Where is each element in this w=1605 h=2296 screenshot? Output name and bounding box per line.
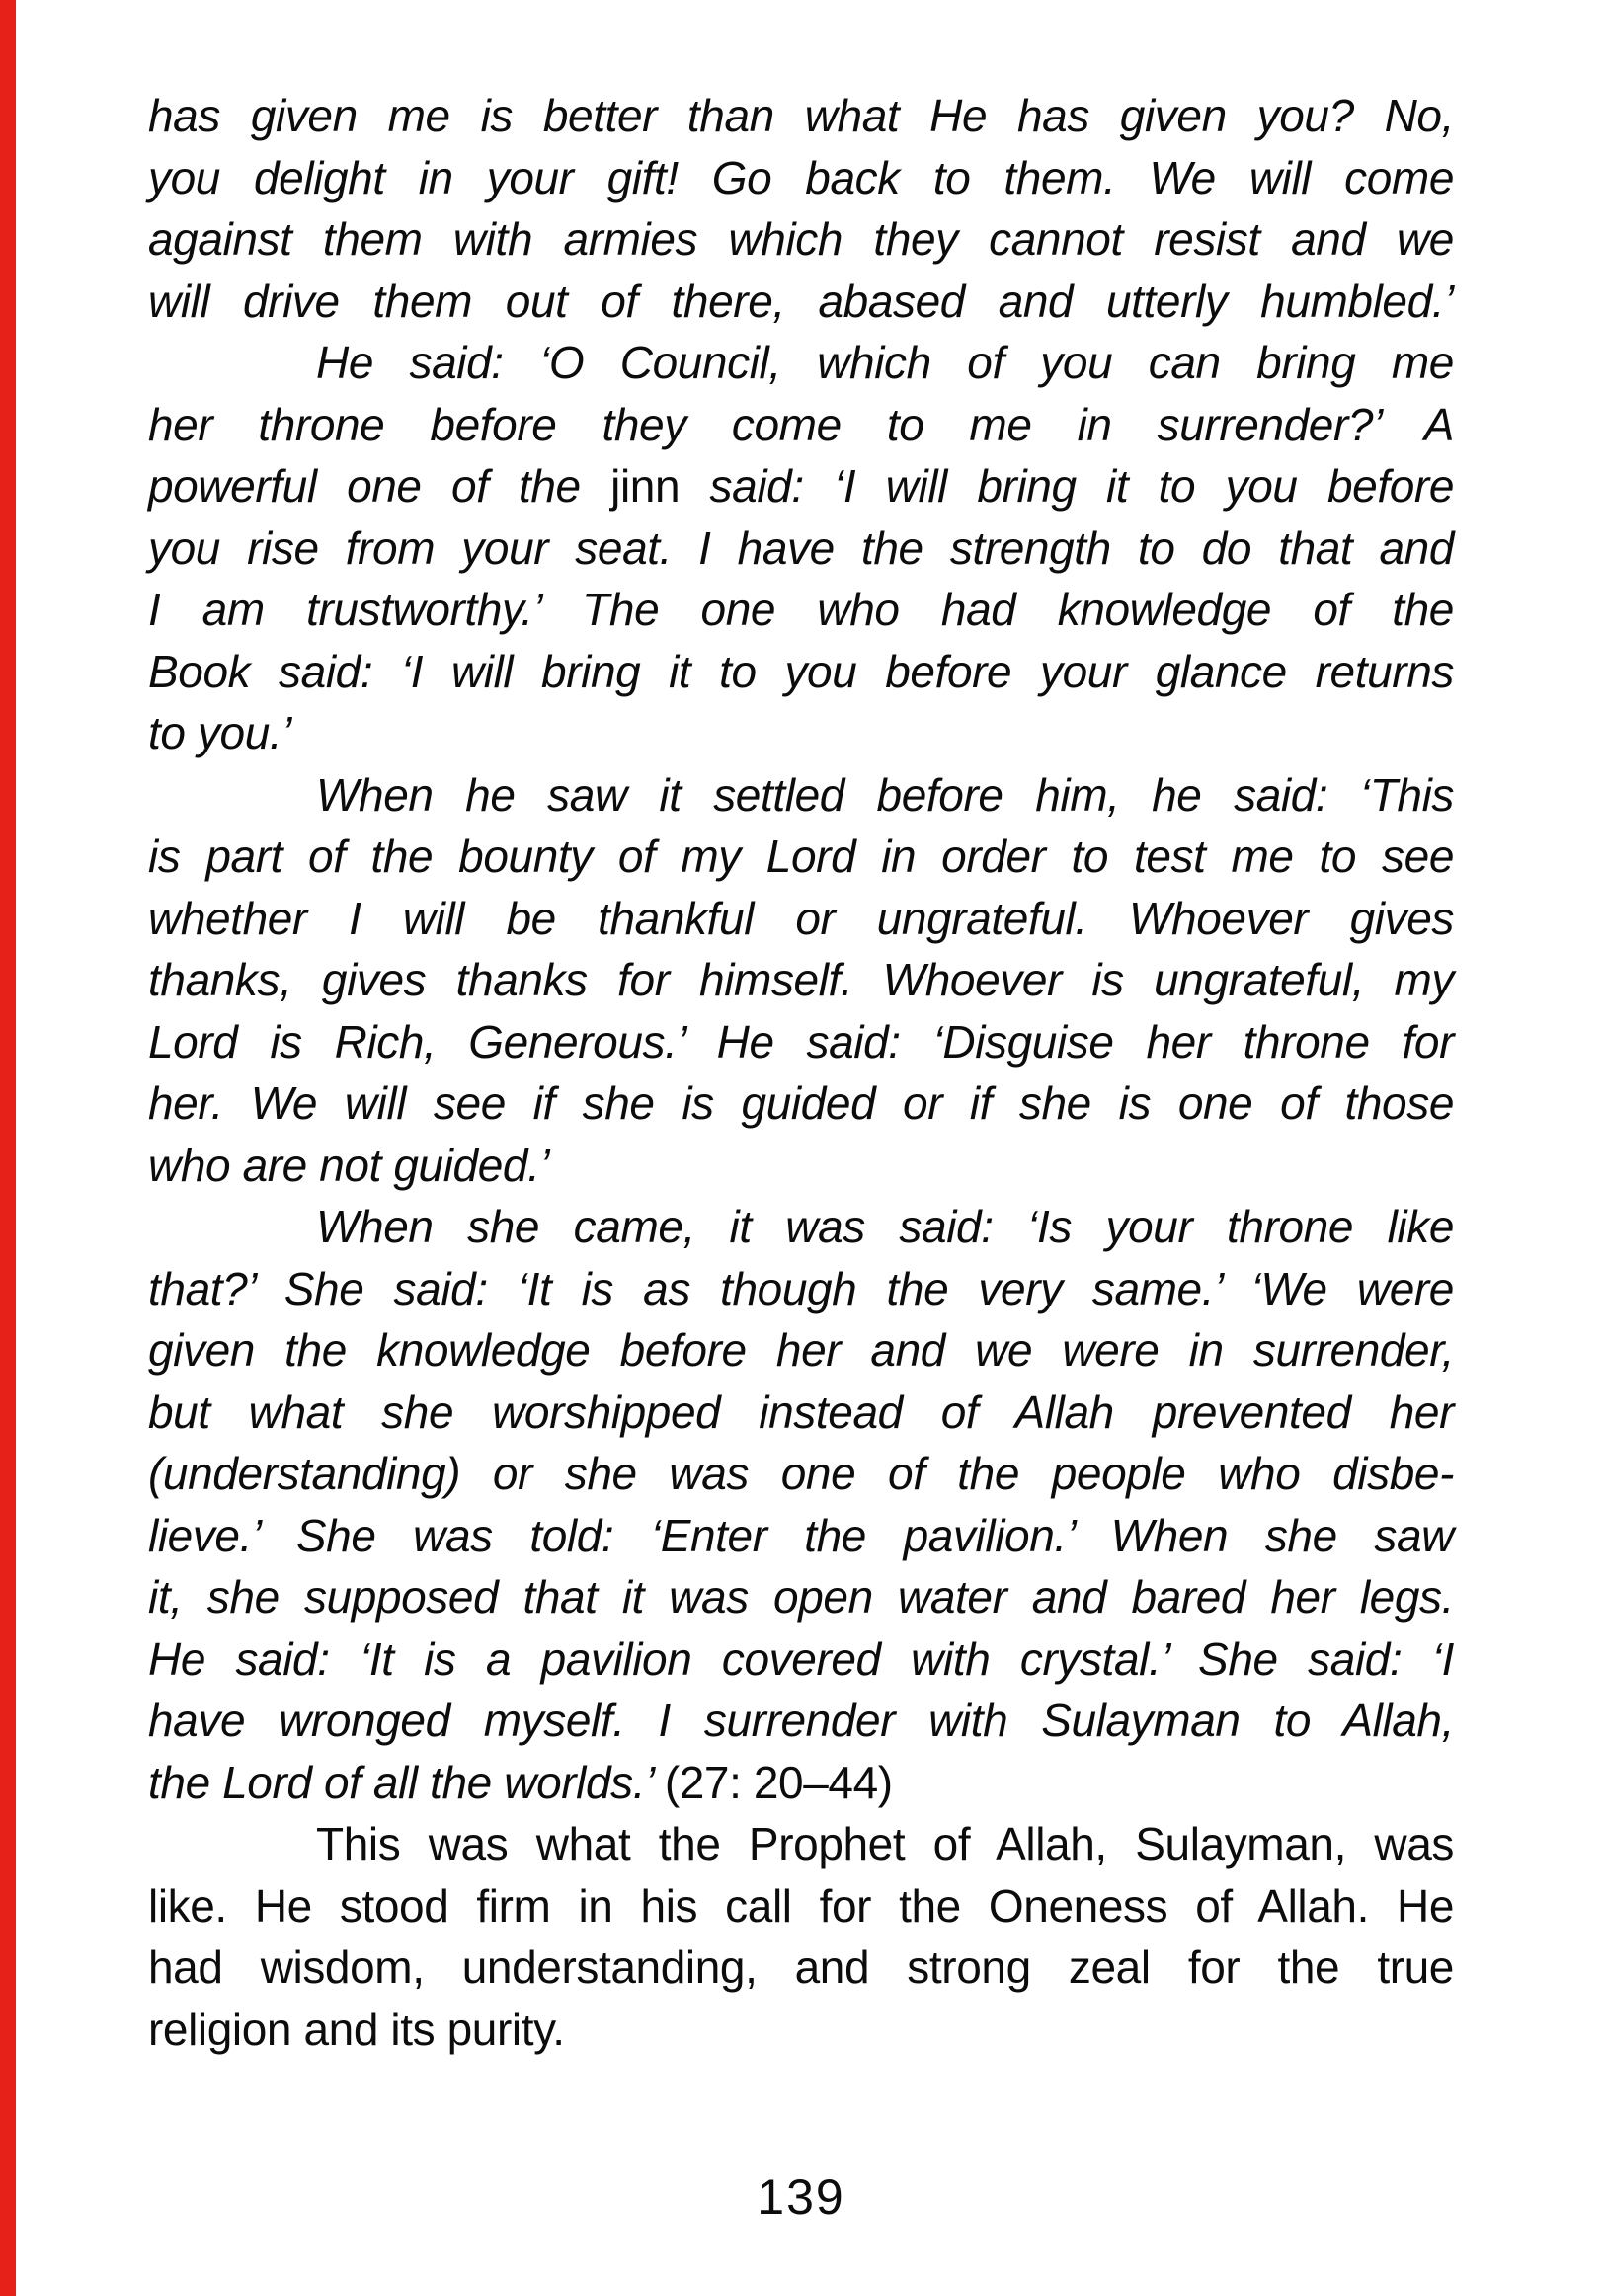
italic-segment: said: ‘I will bring it to you before — [680, 460, 1454, 512]
roman-segment: jinn — [610, 460, 681, 512]
paragraph — [148, 85, 1454, 332]
paragraph — [148, 1813, 1454, 2060]
paragraph — [148, 764, 1454, 1197]
text-line — [148, 455, 1454, 517]
text-line: will drive them out of there, abased and utterly humbled.’ — [148, 275, 1454, 327]
text-line: have wronged myself. I surrender with Sulayman to Allah, — [148, 1695, 1454, 1746]
text-line: Lord is Rich, Generous.’ He said: ‘Disguise her throne for — [148, 1015, 1454, 1068]
text-line: whether I will be thankful or ungrateful. Whoever gives — [148, 892, 1454, 944]
text-line: religion and its purity. — [148, 2003, 565, 2055]
text-line: who are not guided.’ — [148, 1139, 550, 1191]
text-line: that?’ She said: ‘It is as though the very same.’ ‘We were — [148, 1262, 1454, 1314]
text-line: thanks, gives thanks for himself. Whoever is ungrateful, my — [148, 954, 1454, 1005]
italic-segment: powerful one of the — [148, 460, 611, 512]
paragraph — [148, 1196, 1454, 1813]
italic-segment: the Lord of all the worlds.’ — [148, 1756, 665, 1808]
text-line: you rise from your seat. I have the strength to do that and — [148, 521, 1454, 574]
text-line: Book said: ‘I will bring it to you before your glance returns — [148, 645, 1454, 697]
text-line: her throne before they come to me in surrender?’ A — [148, 398, 1454, 450]
text-line: has given me is better than what He has given you? No, — [148, 90, 1454, 141]
text-line: lieve.’ She was told: ‘Enter the pavilion.’ When she saw — [148, 1509, 1454, 1561]
text-line: had wisdom, understanding, and strong zeal for the true — [148, 1941, 1454, 1993]
text-line: When he saw it settled before him, he said: ‘This — [316, 768, 1454, 821]
text-line: He said: ‘O Council, which of you can bring me — [316, 337, 1454, 388]
text-line: He said: ‘It is a pavilion covered with crystal.’ She said: ‘I — [148, 1632, 1454, 1685]
roman-segment: (27: 20–44) — [664, 1756, 893, 1808]
text-line: is part of the bounty of my Lord in order to test me to see — [148, 831, 1454, 882]
text-line: like. He stood firm in his call for the Oneness of Allah. He — [148, 1879, 1454, 1932]
book-spine-edge — [0, 0, 16, 2296]
text-line: but what she worshipped instead of Allah prevented her — [148, 1386, 1454, 1438]
body-text — [148, 85, 1454, 2060]
text-line: When she came, it was said: ‘Is your throne like — [316, 1201, 1454, 1252]
text-line: her. We will see if she is guided or if she is one of those — [148, 1077, 1454, 1129]
text-line: it, she supposed that it was open water and bared her legs. — [148, 1571, 1454, 1623]
text-line: (understanding) or she was one of the people who disbe- — [148, 1448, 1454, 1499]
text-line: This was what the Prophet of Allah, Sulayman, was — [316, 1818, 1454, 1869]
text-line: to you.’ — [148, 707, 292, 758]
text-line: against them with armies which they cannot resist and we — [148, 213, 1454, 265]
text-line: you delight in your gift! Go back to them. We will come — [148, 151, 1454, 203]
text-line — [148, 1752, 1454, 1814]
text-line: given the knowledge before her and we were in surrender, — [148, 1324, 1454, 1376]
paragraph — [148, 332, 1454, 764]
text-line: I am trustworthy.’ The one who had knowledge of the — [148, 584, 1454, 635]
page-number: 139 — [757, 2170, 845, 2225]
